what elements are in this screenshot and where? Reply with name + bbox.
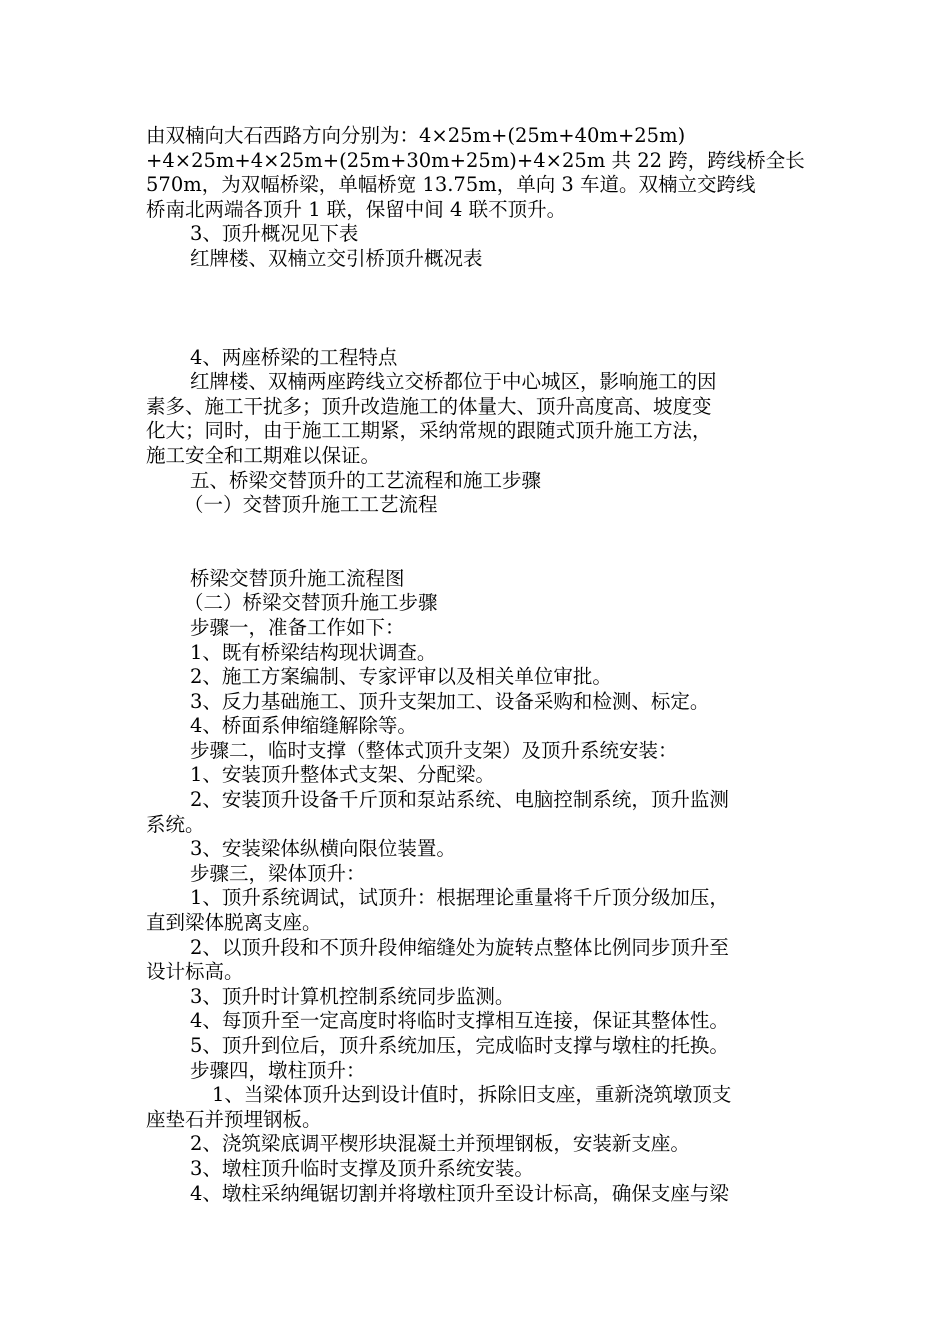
list-item-3: 3、顶升概况见下表 [190, 222, 359, 246]
list-item: 1、安装顶升整体式支架、分配梁。 [190, 763, 495, 787]
text-line: 座垫石并预埋钢板。 [146, 1107, 322, 1131]
list-item: 3、顶升时计算机控制系统同步监测。 [190, 984, 515, 1008]
step-title: 步骤一，准备工作如下： [190, 615, 405, 639]
section-heading: 五、桥梁交替顶升的工艺流程和施工步骤 [190, 468, 542, 492]
step-title: 步骤二，临时支撑（整体式顶升支架）及顶升系统安装： [190, 738, 678, 762]
document-page [146, 124, 810, 1206]
text-line: 红牌楼、双楠两座跨线立交桥都位于中心城区，影响施工的因 [190, 370, 717, 394]
text-line: 设计标高。 [146, 960, 244, 984]
text-line: 施工安全和工期难以保证。 [146, 443, 381, 467]
step-title: 步骤三，梁体顶升： [190, 861, 366, 885]
text-line: 570m，为双幅桥梁，单幅桥宽 13.75m，单向 3 车道。双楠立交跨线 [146, 173, 756, 197]
list-item: 1、顶升系统调试，试顶升：根据理论重量将千斤顶分级加压， [190, 886, 729, 910]
list-item: 2、施工方案编制、专家评审以及相关单位审批。 [190, 665, 612, 689]
list-item: 2、以顶升段和不顶升段伸缩缝处为旋转点整体比例同步顶升至 [190, 935, 729, 959]
list-item: 2、浇筑梁底调平楔形块混凝土并预埋钢板，安装新支座。 [190, 1132, 690, 1156]
list-item: 1、既有桥梁结构现状调查。 [190, 640, 437, 664]
list-item: 3、墩柱顶升临时支撑及顶升系统安装。 [190, 1156, 534, 1180]
text-line: 素多、施工干扰多；顶升改造施工的体量大、顶升高度高、坡度变 [146, 394, 712, 418]
list-item: 4、每顶升至一定高度时将临时支撑相互连接，保证其整体性。 [190, 1009, 729, 1033]
list-item: 2、安装顶升设备千斤顶和泵站系统、电脑控制系统，顶升监测 [190, 788, 729, 812]
list-item: 4、桥面系伸缩缝解除等。 [190, 714, 417, 738]
text-line: 系统。 [146, 812, 205, 836]
step-title: 步骤四，墩柱顶升： [190, 1058, 366, 1082]
list-item: 5、顶升到位后，顶升系统加压，完成临时支撑与墩柱的托换。 [190, 1034, 729, 1057]
list-item: 3、安装梁体纵横向限位装置。 [190, 837, 456, 861]
list-item: 3、反力基础施工、顶升支架加工、设备采购和检测、标定。 [190, 689, 710, 713]
list-item-4: 4、两座桥梁的工程特点 [190, 345, 398, 369]
text-line: 由双楠向大石西路方向分别为：4×25m+(25m+40m+25m) [146, 124, 686, 147]
text-line: 桥南北两端各顶升 1 联，保留中间 4 联不顶升。 [146, 197, 567, 221]
figure-caption: 桥梁交替顶升施工流程图 [190, 566, 405, 590]
figure-placeholder [146, 518, 810, 567]
text-line: 直到梁体脱离支座。 [146, 911, 322, 935]
subsection-heading: （二）桥梁交替顶升施工步骤 [184, 591, 438, 615]
list-item: 4、墩柱采纳绳锯切割并将墩柱顶升至设计标高，确保支座与梁 [190, 1181, 729, 1205]
table-placeholder [146, 272, 810, 346]
text-line: +4×25m+4×25m+(25m+30m+25m)+4×25m 共 22 跨，跨线桥全长 [146, 148, 805, 172]
text-line: 化大；同时，由于施工工期紧，采纳常规的跟随式顶升施工方法， [146, 419, 712, 443]
subsection-heading: （一）交替顶升施工工艺流程 [184, 493, 438, 517]
list-item: 1、当梁体顶升达到设计值时，拆除旧支座，重新浇筑墩顶支 [212, 1083, 732, 1107]
table-caption: 红牌楼、双楠立交引桥顶升概况表 [190, 246, 483, 270]
